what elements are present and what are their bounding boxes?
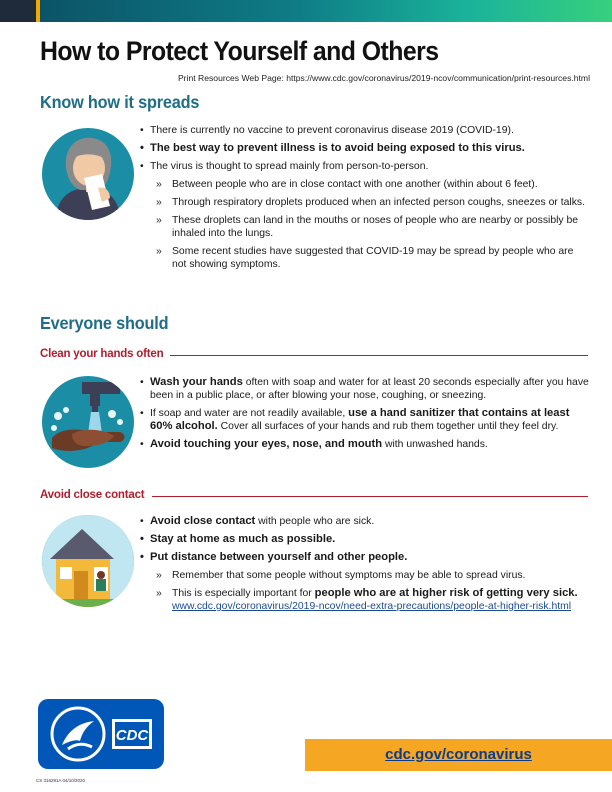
sub-list-item: » These droplets can land in the mouths or noses of people who are nearby or possibly be inhaled into the lungs. — [140, 214, 590, 240]
person-sneezing-icon — [42, 128, 134, 220]
footer-bar — [305, 739, 612, 771]
sub-list-item: » Some recent studies have suggested that COVID-19 may be spread by people who are not showing symptoms. — [140, 245, 590, 271]
print-resources-link[interactable]: Print Resources Web Page: https://www.cdc.gov/coronavirus/2019-ncov/communication/print-resources.html — [177, 73, 590, 83]
sub-heading-avoid-close-contact: Avoid close contact — [40, 489, 145, 501]
avoid-close-contact-list — [140, 515, 590, 618]
clean-hands-list — [140, 376, 590, 456]
list-item: • There is currently no vaccine to prevent coronavirus disease 2019 (COVID-19). — [140, 124, 590, 137]
top-bar-gradient — [40, 0, 612, 22]
section-divider — [152, 496, 588, 497]
hhs-cdc-logo — [38, 699, 164, 769]
section-heading-know-how-it-spreads: Know how it spreads — [40, 92, 200, 112]
list-item: • If soap and water are not readily available, use a hand sanitizer that contains at least 60% alcohol. Cover all surfaces of your hands and rub them together until they feel dry. — [140, 407, 590, 433]
list-item: • Avoid touching your eyes, nose, and mouth with unwashed hands. — [140, 438, 590, 451]
top-bar-dark-block — [0, 0, 36, 22]
know-how-it-spreads-list — [140, 124, 590, 276]
sub-heading-clean-hands: Clean your hands often — [40, 348, 164, 360]
hand-washing-icon — [42, 376, 134, 468]
document-code: CS 316291A 04/10/2020 — [36, 778, 86, 783]
sub-list-item: » This is especially important for people who are at higher risk of getting very sick. www.cdc.gov/coronavirus/2019-ncov/need-extra-precautions/people-at-higher-risk.html — [140, 587, 590, 613]
sub-list-item: » Between people who are in close contact with one another (within about 6 feet). — [140, 178, 590, 191]
sub-list-item: » Through respiratory droplets produced when an infected person coughs, sneezes or talks. — [140, 196, 590, 209]
page-title: How to Protect Yourself and Others — [40, 36, 439, 66]
cdc-coronavirus-link[interactable]: cdc.gov/coronavirus — [385, 746, 532, 763]
list-item: • Avoid close contact with people who are sick. — [140, 515, 590, 528]
list-item: • Wash your hands often with soap and water for at least 20 seconds especially after you have been in a public place, or after blowing your nose, coughing, or sneezing. — [140, 376, 590, 402]
person-at-home-icon — [42, 515, 134, 607]
list-item: • The best way to prevent illness is to avoid being exposed to this virus. — [140, 142, 590, 155]
list-item: • The virus is thought to spread mainly from person-to-person. — [140, 160, 590, 173]
sub-list-item: » Remember that some people without symptoms may be able to spread virus. — [140, 569, 590, 582]
list-item: • Stay at home as much as possible. — [140, 533, 590, 546]
section-divider — [170, 355, 588, 356]
higher-risk-link[interactable]: www.cdc.gov/coronavirus/2019-ncov/need-extra-precautions/people-at-higher-risk.html — [172, 601, 572, 612]
cdc-logo-text: CDC — [115, 727, 149, 744]
list-item: • Put distance between yourself and other people. — [140, 551, 590, 564]
section-heading-everyone-should: Everyone should — [40, 313, 169, 333]
